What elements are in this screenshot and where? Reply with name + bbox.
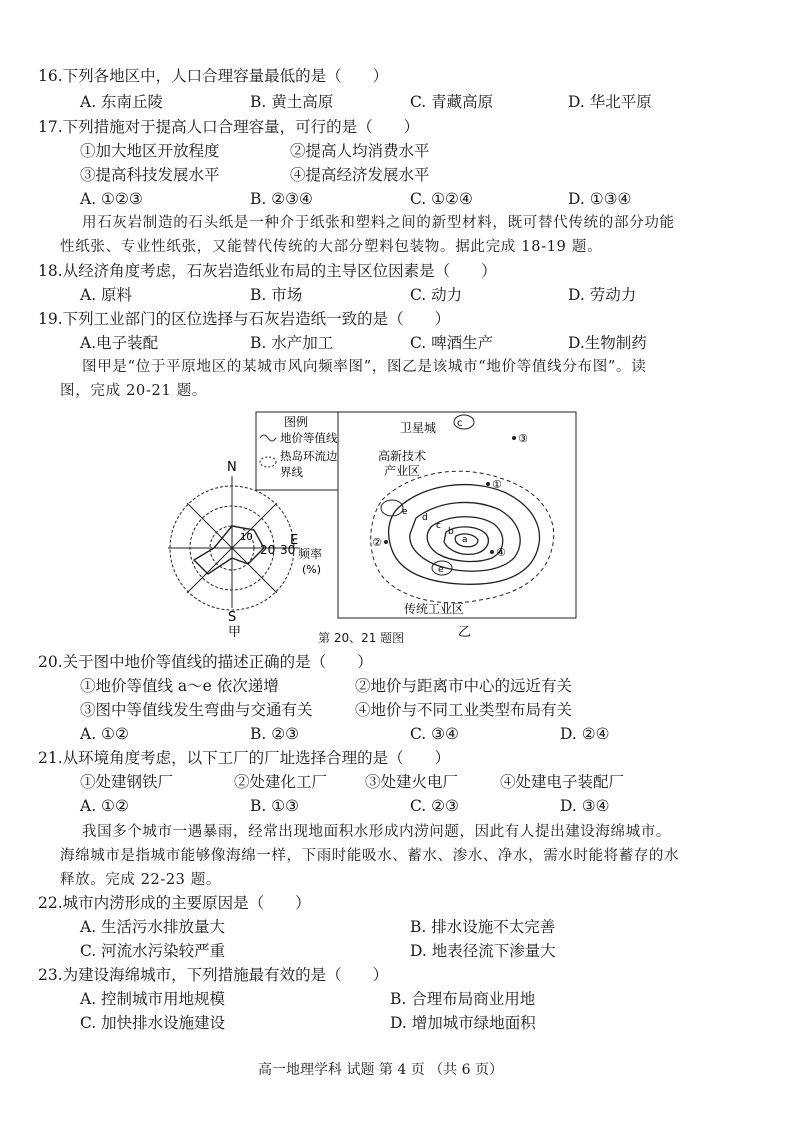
q16-option-b: B. 黄土高原 bbox=[250, 93, 334, 111]
q19-option-b: B. 水产加工 bbox=[250, 334, 334, 352]
satellite-city-label: 卫星城 bbox=[400, 421, 437, 435]
hightech-zone-label-a: 高新技术 bbox=[378, 449, 427, 463]
contour-label-e-south: e bbox=[438, 565, 444, 575]
q17-item-4: ④提高经济发展水平 bbox=[290, 166, 430, 184]
q17-option-a: A. ①②③ bbox=[80, 190, 143, 208]
contour-label-b: b bbox=[448, 527, 454, 537]
q17-item-1: ①加大地区开放程度 bbox=[80, 142, 220, 160]
question-22-stem: 22.城市内涝形成的主要原因是（ ） bbox=[38, 894, 311, 912]
q20-item-1: ①地价等值线 a～e 依次递增 bbox=[80, 677, 279, 695]
q22-option-d: D. 地表径流下渗量大 bbox=[410, 942, 556, 960]
q23-option-a: A. 控制城市用地规模 bbox=[80, 990, 226, 1008]
q21-item-3: ③处建火电厂 bbox=[365, 773, 459, 791]
question-16-stem: 16.下列各地区中，人口合理容量最低的是（ ） bbox=[38, 67, 389, 85]
question-19-stem: 19.下列工业部门的区位选择与石灰岩造纸一致的是（ ） bbox=[38, 310, 451, 328]
location-4-dot bbox=[490, 550, 494, 554]
q21-option-c: C. ②③ bbox=[410, 797, 459, 815]
q21-item-1: ①处建钢铁厂 bbox=[80, 773, 174, 791]
q20-item-2: ②地价与距离市中心的远近有关 bbox=[355, 677, 573, 695]
question-21-stem: 21.从环境角度考虑，以下工厂的厂址选择合理的是（ ） bbox=[38, 749, 451, 767]
frequency-unit: (%) bbox=[302, 563, 322, 576]
passage-1-line-1: 用石灰岩制造的石头纸是一种介于纸张和塑料之间的新型材料，既可替代传统的部分功能 bbox=[82, 215, 675, 231]
ring-10-label: 10 bbox=[240, 532, 253, 543]
figure-20-21 bbox=[160, 408, 640, 648]
q18-option-c: C. 动力 bbox=[410, 286, 463, 304]
q17-item-2: ②提高人均消费水平 bbox=[290, 142, 430, 160]
q20-item-3: ③图中等值线发生弯曲与交通有关 bbox=[80, 701, 313, 719]
q23-option-d: D. 增加城市绿地面积 bbox=[390, 1014, 536, 1032]
passage-3-line-1: 我国多个城市一遇暴雨，经常出现地面积水形成内涝问题，因此有人提出建设海绵城市。 bbox=[82, 824, 671, 840]
legend-item-heat-island-b: 界线 bbox=[280, 465, 303, 479]
contour-label-c-satellite: c bbox=[457, 418, 463, 429]
hightech-zone-label-b: 产业区 bbox=[384, 464, 421, 478]
q20-item-4: ④地价与不同工业类型布局有关 bbox=[355, 701, 573, 719]
question-23-stem: 23.为建设海绵城市，下列措施最有效的是（ ） bbox=[38, 966, 389, 984]
q22-option-a: A. 生活污水排放量大 bbox=[80, 918, 226, 936]
question-18-stem: 18.从经济角度考虑，石灰岩造纸业布局的主导区位因素是（ ） bbox=[38, 262, 497, 280]
q20-option-b: B. ②③ bbox=[250, 725, 300, 743]
q21-item-4: ④处建电子装配厂 bbox=[500, 773, 625, 791]
q22-option-c: C. 河流水污染较严重 bbox=[80, 942, 226, 960]
q19-option-a: A.电子装配 bbox=[80, 334, 159, 352]
south-label: S bbox=[228, 610, 237, 625]
q20-option-d: D. ②④ bbox=[560, 725, 610, 743]
hightech-zone-contour bbox=[381, 500, 403, 516]
legend-item-heat-island-a: 热岛环流边 bbox=[280, 449, 338, 463]
location-1-dot bbox=[486, 482, 490, 486]
q19-option-d: D.生物制药 bbox=[568, 334, 647, 352]
q19-option-c: C. 啤酒生产 bbox=[410, 334, 494, 352]
q21-option-d: D. ③④ bbox=[560, 797, 610, 815]
q22-option-b: B. 排水设施不太完善 bbox=[410, 918, 556, 936]
passage-2-line-1: 图甲是“位于平原地区的某城市风向频率图”，图乙是该城市“地价等值线分布图”。读 bbox=[82, 359, 647, 375]
contour-label-c: c bbox=[436, 521, 441, 531]
location-2-dot bbox=[384, 540, 388, 544]
contour-label-e: e bbox=[402, 507, 408, 517]
contour-label-d: d bbox=[422, 513, 428, 523]
traditional-industry-label: 传统工业区 bbox=[404, 602, 465, 616]
figure-caption: 第 20、21 题图 bbox=[318, 631, 405, 645]
q16-option-c: C. 青藏高原 bbox=[410, 93, 494, 111]
q16-option-d: D. 华北平原 bbox=[568, 93, 652, 111]
legend-item-contour: 地价等值线 bbox=[280, 431, 338, 445]
q23-option-c: C. 加快排水设施建设 bbox=[80, 1014, 226, 1032]
location-4-label: ④ bbox=[496, 546, 506, 559]
passage-3-line-3: 释放。完成 22-23 题。 bbox=[60, 872, 221, 888]
page-footer: 高一地理学科 试题 第 4 页 （共 6 页） bbox=[258, 1062, 503, 1078]
q18-option-a: A. 原料 bbox=[80, 286, 133, 304]
q23-option-b: B. 合理布局商业用地 bbox=[390, 990, 536, 1008]
q17-option-c: C. ①②④ bbox=[410, 190, 473, 208]
q21-option-b: B. ①③ bbox=[250, 797, 300, 815]
location-1-label: ① bbox=[492, 478, 502, 491]
location-2-label: ② bbox=[372, 536, 382, 549]
ring-20-label: 20 bbox=[260, 543, 276, 557]
location-3-label: ③ bbox=[518, 432, 528, 445]
q17-option-b: B. ②③④ bbox=[250, 190, 313, 208]
map-frame bbox=[338, 412, 576, 618]
figure-yi-label: 乙 bbox=[458, 625, 472, 640]
contour-label-a: a bbox=[462, 535, 468, 545]
question-17-stem: 17.下列措施对于提高人口合理容量，可行的是（ ） bbox=[38, 118, 420, 136]
ring-30-label: 30 bbox=[280, 543, 296, 557]
question-20-stem: 20.关于图中地价等值线的描述正确的是（ ） bbox=[38, 653, 373, 671]
q17-item-3: ③提高科技发展水平 bbox=[80, 166, 220, 184]
q17-option-d: D. ①③④ bbox=[568, 190, 632, 208]
passage-2-line-2: 图，完成 20-21 题。 bbox=[60, 383, 208, 399]
q21-option-a: A. ①② bbox=[80, 797, 129, 815]
q20-option-c: C. ③④ bbox=[410, 725, 459, 743]
legend-title: 图例 bbox=[284, 415, 309, 429]
location-3-dot bbox=[512, 436, 516, 440]
q18-option-b: B. 市场 bbox=[250, 286, 303, 304]
q18-option-d: D. 劳动力 bbox=[568, 286, 637, 304]
q20-option-a: A. ①② bbox=[80, 725, 129, 743]
passage-3-line-2: 海绵城市是指城市能够像海绵一样，下雨时能吸水、蓄水、渗水、净水，需水时能将蓄存的水 bbox=[60, 848, 680, 864]
q21-item-2: ②处建化工厂 bbox=[234, 773, 328, 791]
figure-jia-label: 甲 bbox=[228, 625, 242, 640]
north-label: N bbox=[227, 460, 237, 475]
east-label: E bbox=[290, 533, 299, 548]
frequency-label: 频率 bbox=[298, 547, 323, 561]
q16-option-a: A. 东南丘陵 bbox=[80, 93, 164, 111]
figure-svg bbox=[160, 408, 640, 648]
passage-1-line-2: 性纸张、专业性纸张，又能替代传统的大部分塑料包装物。据此完成 18-19 题。 bbox=[60, 239, 603, 255]
